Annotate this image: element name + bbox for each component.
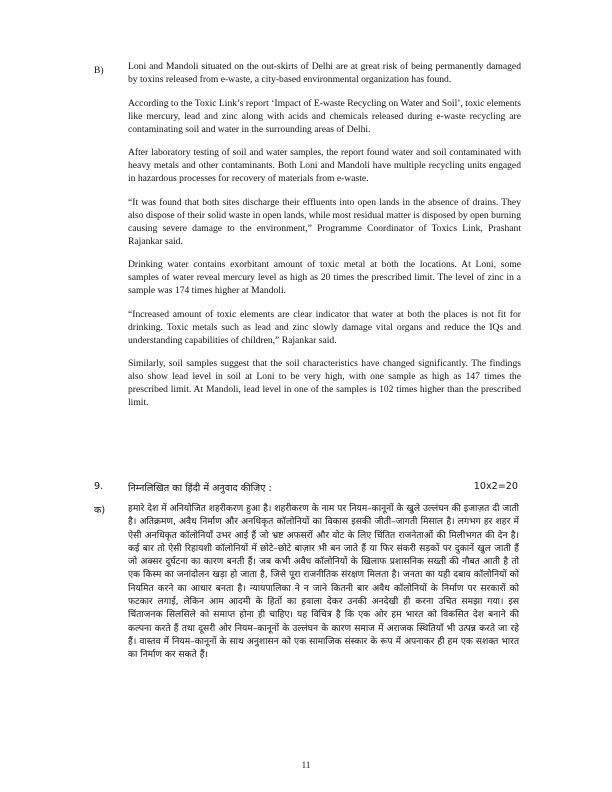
paragraph: Loni and Mandoli situated on the out-skirts of Delhi are at great risk of being permanently damaged by toxins released from e-waste, a city-based environmental organization has found. (128, 61, 521, 85)
question-number: 9. (94, 481, 104, 492)
page-number: 11 (301, 760, 311, 770)
section-b-body (128, 60, 521, 420)
question-marks: 10x2=20 (473, 481, 518, 492)
section-k-label: क) (94, 505, 106, 516)
question-instruction: निम्नलिखित का हिंदी में अनुवाद कीजिए : (128, 483, 272, 494)
paragraph: After laboratory testing of soil and water samples, the report found water and soil contaminated with heavy metals and other contaminants. Both Loni and Mandoli have multiple recycling units engaged in hazardous processes for recovery of materials from e-waste. (128, 147, 521, 184)
paragraph: Similarly, soil samples suggest that the soil characteristics have changed significantly. The findings also show lead level in soil at Loni to be very high, with one sample as high as 147 times the prescribed limit. At Mandoli, lead level in one of the samples is 102 times higher than the prescribed limit. (128, 358, 521, 408)
question-9 (94, 481, 524, 495)
paragraph: “Increased amount of toxic elements are clear indicator that water at both the places is not fit for drinking. Toxic metals such as lead and zinc slowly damage vital organs and reduce the IQs and understanding capabilities of children,” Rajankar said. (128, 308, 521, 346)
paragraph: According to the Toxic Link’s report ‘Impact of E-waste Recycling on Water and Soil’, toxic elements like mercury, lead and zinc along with acids and chemicals released during e-waste recycling are contaminating soil and water in the surrounding areas of Delhi. (128, 97, 521, 135)
section-b-label: B) (94, 66, 104, 76)
paragraph: Drinking water contains exorbitant amount of toxic metal at both the locations. At Loni, some samples of water reveal mercury level as high as 20 times the prescribed limit. The level of zinc in a sample was 174 times higher at Mandoli. (128, 259, 521, 296)
hindi-passage: हमारे देश में अनियोजित शहरीकरण हुआ है। शहरीकरण के नाम पर नियम–कानूनों के खुले उल्लंघन की इजाज़त दी जाती है। अतिक्रमण, अवैध निर्माण और अनधिकृत कॉलोनियों का विकास इसकी जीती–जागती मिसाल है। लगभग हर शहर में ऐसी अनधिकृत कॉलोनियाँ उभर आई हैं जो भ्रष्ट अफसरों और वोट के लिए चिंतित राजनेताओं की मिलीभगत की देन है। कई बार तो ऐसी रिहायशी कॉलोनियों में छोटे–छोटे बाज़ार भी बन जाते हैं या फिर संकरी सड़कों पर दुकानें खुल जाती हैं जो अक्सर दुर्घटना का कारण बनती हैं। जब कभी अवैध कॉलोनियों के खिलाफ प्रशासनिक सख्ती की नौबत आती है तो एक किस्म का जनांदोलन खड़ा हो जाता है, जिसे पूरा राजनीतिक संरक्षण मिलता है। जनता का यही दबाव कॉलोनियों को नियमित करने का आधार बनता है। न्यायपालिका ने न जाने कितनी बार अवैध कॉलोनियों के निर्माण पर सरकारों को फटकार लगाई, लेकिन आम आदमी के हितों का हवाला देकर उनकी अनदेखी ही करना उचित समझा गया। इस चिंताजनक सिलसिले को समाप्त होना ही चाहिए। यह विचित्र है कि एक ओर हम भारत को विकसित देश बनाने की कल्पना करते हैं तथा दूसरी ओर नियम–कानूनों के उल्लंघन के कारण समाज में अराजक स्थितियाँ भी उत्पन्न करते जा रहे हैं। वास्तव में नियम–कानूनों के साथ अनुशासन को एक सामाजिक संस्कार के रूप में अपनाकर ही हम एक सशक्त भारत का निर्माण कर सकते हैं। (128, 504, 519, 661)
paragraph: “It was found that both sites discharge their effluents into open lands in the absence of drains. They also dispose of their solid waste in open lands, while most residual matter is disposed by open burning causing severe damage to the environment,” Programme Coordinator of Toxics Link, Prashant Rajankar said. (128, 196, 521, 247)
